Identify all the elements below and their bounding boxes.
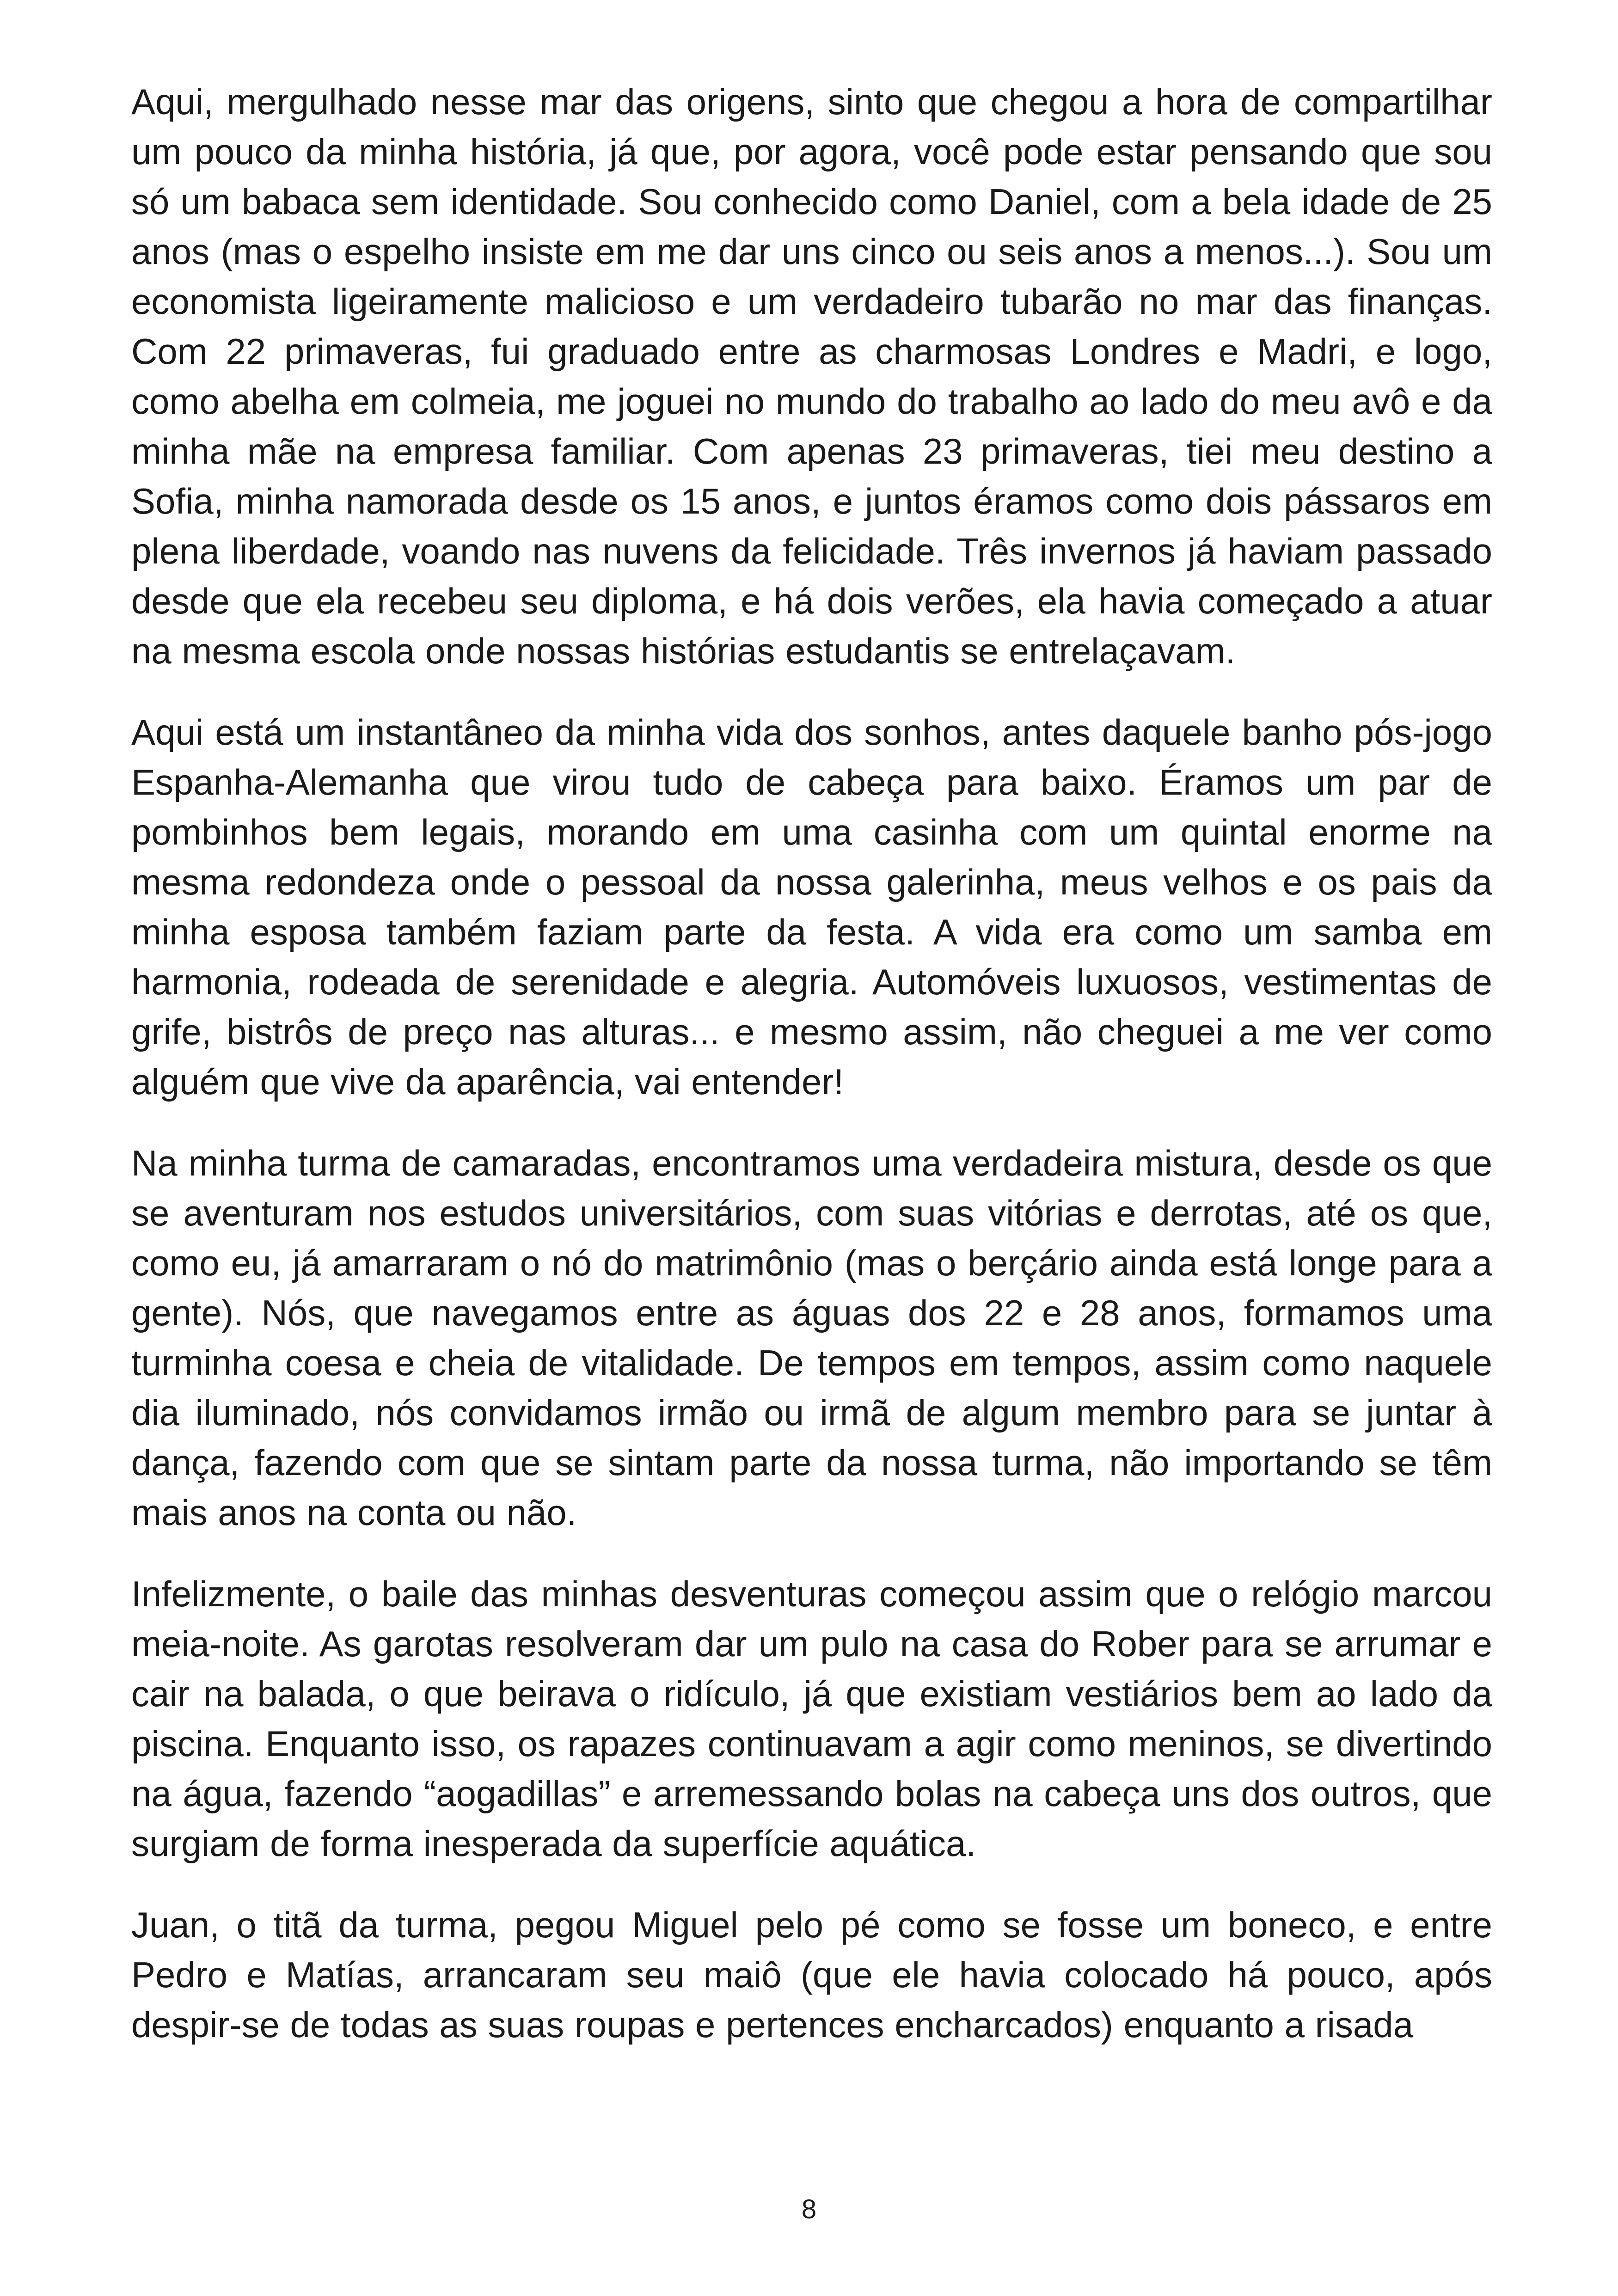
- paragraph-4: Infelizmente, o baile das minhas desventuras começou assim que o relógio marcou meia-noite. As garotas resolveram dar um pulo na casa do Rober para se arrumar e cair na balada, o que beirava o ridículo, já que existiam vestiários bem ao lado da piscina. Enquanto isso, os rapazes continuavam a agir como meninos, se divertindo na água, fazendo “aogadillas” e arremessando bolas na cabeça uns dos outros, que surgiam de forma inesperada da superfície aquática.: [131, 1574, 1492, 1864]
- paragraph-2: Aqui está um instantâneo da minha vida dos sonhos, antes daquele banho pós-jogo Espanha-Alemanha que virou tudo de cabeça para baixo. Éramos um par de pombinhos bem legais, morando em uma casinha com um quintal enorme na mesma redondeza onde o pessoal da nossa galerinha, meus velhos e os pais da minha esposa também faziam parte da festa. A vida era como um samba em harmonia, rodeada de serenidade e alegria. Automóveis luxuosos, vestimentas de grife, bistrôs de preço nas alturas... e mesmo assim, não cheguei a me ver como alguém que vive da aparência, vai entender!: [131, 712, 1492, 1102]
- page-number: 8: [801, 2194, 817, 2224]
- paragraph-3: Na minha turma de camaradas, encontramos uma verdadeira mistura, desde os que se aventuram nos estudos universitários, com suas vitórias e derrotas, até os que, como eu, já amarraram o nó do matrimônio (mas o berçário ainda está longe para a gente). Nós, que navegamos entre as águas dos 22 e 28 anos, formamos uma turminha coesa e cheia de vitalidade. De tempos em tempos, assim como naquele dia iluminado, nós convidamos irmão ou irmã de algum membro para se juntar à dança, fazendo com que se sintam parte da nossa turma, não importando se têm mais anos na conta ou não.: [131, 1143, 1492, 1533]
- page-body: [131, 77, 1492, 2050]
- paragraph-1: Aqui, mergulhado nesse mar das origens, sinto que chegou a hora de compartilhar um pouco da minha história, já que, por agora, você pode estar pensando que sou só um babaca sem identidade. Sou conhecido como Daniel, com a bela idade de 25 anos (mas o espelho insiste em me dar uns cinco ou seis anos a menos...). Sou um economista ligeiramente malicioso e um verdadeiro tubarão no mar das finanças. Com 22 primaveras, fui graduado entre as charmosas Londres e Madri, e logo, como abelha em colmeia, me joguei no mundo do trabalho ao lado do meu avô e da minha mãe na empresa familiar. Com apenas 23 primaveras, tiei meu destino a Sofia, minha namorada desde os 15 anos, e juntos éramos como dois pássaros em plena liberdade, voando nas nuvens da felicidade. Três invernos já haviam passado desde que ela recebeu seu diploma, e há dois verões, ela havia começado a atuar na mesma escola onde nossas histórias estudantis se entrelaçavam.: [131, 81, 1492, 671]
- paragraph-5: Juan, o titã da turma, pegou Miguel pelo pé como se fosse um boneco, e entre Pedro e Matías, arrancaram seu maiô (que ele havia colocado há pouco, após despir-se de todas as suas roupas e pertences encharcados) enquanto a risada: [131, 1904, 1492, 2045]
